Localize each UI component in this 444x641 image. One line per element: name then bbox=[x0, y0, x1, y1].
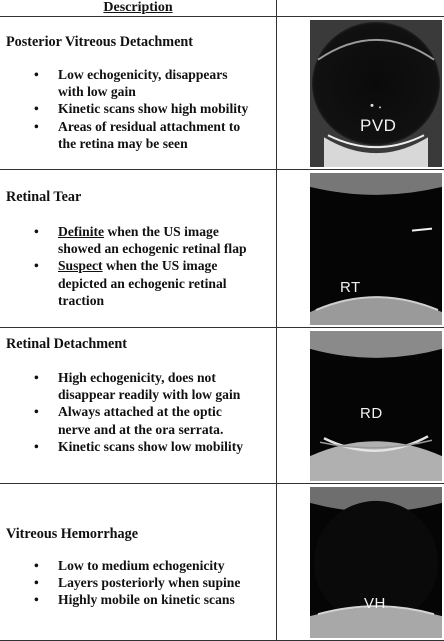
row-title: Posterior Vitreous Detachment bbox=[6, 34, 194, 50]
list-item: • Suspect when the US image depicted an echogenic retinal traction bbox=[34, 257, 270, 309]
ultrasound-image-rt bbox=[310, 173, 442, 325]
image-label-vh: VH bbox=[364, 595, 386, 612]
ultrasound-image-rd bbox=[310, 331, 442, 481]
header-image-cell bbox=[277, 0, 444, 17]
list-item: • Low to medium echogenicity bbox=[34, 557, 270, 574]
bullet-list bbox=[6, 369, 270, 455]
row-title: Retinal Detachment bbox=[6, 336, 127, 352]
row-pvd-text bbox=[0, 17, 277, 170]
row-rt-text bbox=[0, 170, 277, 328]
ultrasound-image-pvd bbox=[310, 20, 442, 167]
row-vh-text bbox=[0, 484, 277, 641]
header-description-cell bbox=[0, 0, 277, 17]
image-label-rt: RT bbox=[340, 279, 361, 296]
list-item: • Definite when the US image showed an echogenic retinal flap bbox=[34, 223, 270, 257]
bullet-list bbox=[6, 223, 270, 309]
ultrasound-image-vh bbox=[310, 487, 442, 638]
row-title: Vitreous Hemorrhage bbox=[6, 526, 138, 542]
row-rd-text bbox=[0, 328, 277, 484]
image-label-rd: RD bbox=[360, 405, 383, 422]
list-item: • Kinetic scans show high mobility bbox=[34, 100, 270, 117]
bullet-list bbox=[6, 66, 270, 152]
row-rt-image bbox=[277, 170, 444, 328]
bullet-list bbox=[6, 557, 270, 609]
list-item: • Highly mobile on kinetic scans bbox=[34, 591, 270, 608]
image-label-pvd: PVD bbox=[360, 116, 397, 135]
header-description: Description bbox=[103, 0, 173, 15]
list-item: • Always attached at the optic nerve and at the ora serrata. bbox=[34, 403, 270, 437]
row-rd-image bbox=[277, 328, 444, 484]
list-item: • Layers posteriorly when supine bbox=[34, 574, 270, 591]
list-item: • High echogenicity, does not disappear readily with low gain bbox=[34, 369, 270, 403]
list-item: • Low echogenicity, disappears with low gain bbox=[34, 66, 270, 100]
list-item: • Areas of residual attachment to the retina may be seen bbox=[34, 118, 270, 152]
row-title: Retinal Tear bbox=[6, 189, 82, 205]
row-pvd-image bbox=[277, 17, 444, 170]
row-vh-image bbox=[277, 484, 444, 641]
list-item: • Kinetic scans show low mobility bbox=[34, 438, 270, 455]
